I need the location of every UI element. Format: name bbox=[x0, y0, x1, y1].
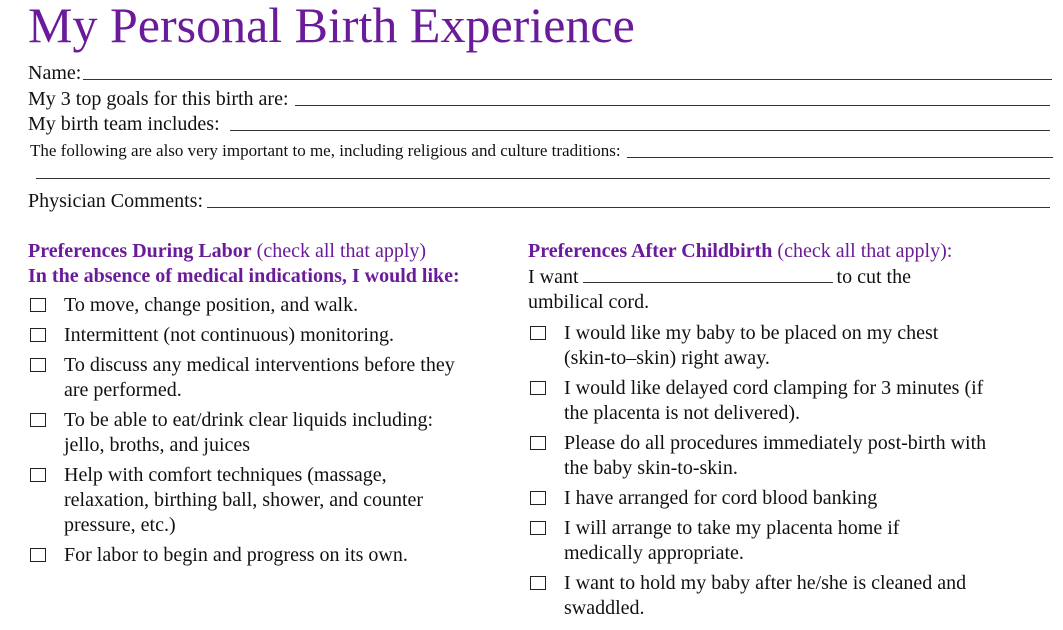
labor-heading-bold: Preferences During Labor bbox=[28, 240, 252, 262]
labor-heading bbox=[28, 239, 508, 264]
checkbox[interactable] bbox=[530, 491, 546, 505]
team-label: My birth team includes: bbox=[28, 113, 220, 135]
team-line[interactable] bbox=[230, 130, 1050, 131]
after-heading-note: (check all that apply): bbox=[772, 240, 953, 262]
labor-subheading: In the absence of medical indications, I would like: bbox=[28, 265, 460, 287]
goals-line[interactable] bbox=[295, 105, 1050, 106]
checkbox[interactable] bbox=[30, 413, 46, 427]
labor-preferences-section bbox=[28, 239, 508, 573]
labor-item: To discuss any medical interventions before they are performed. bbox=[28, 353, 458, 403]
labor-checklist bbox=[28, 293, 508, 568]
after-item: I will arrange to take my placenta home if medically appropriate. bbox=[528, 516, 948, 566]
cord-cutter-prompt: I want to cut the umbilical cord. bbox=[528, 266, 911, 313]
checkbox[interactable] bbox=[30, 548, 46, 562]
cord-cutter-blank[interactable] bbox=[583, 264, 833, 283]
name-field[interactable] bbox=[28, 62, 1052, 84]
team-field[interactable] bbox=[28, 113, 1050, 135]
important-line[interactable] bbox=[627, 157, 1053, 158]
name-line[interactable] bbox=[83, 79, 1052, 80]
labor-heading-note: (check all that apply) bbox=[251, 240, 427, 262]
after-item: I would like my baby to be placed on my chest (skin-to–skin) right away. bbox=[528, 321, 988, 371]
goals-field[interactable] bbox=[28, 88, 1050, 110]
checkbox[interactable] bbox=[30, 468, 46, 482]
labor-item: Help with comfort techniques (massage, relaxation, birthing ball, shower, and counter pressure, etc.) bbox=[28, 463, 428, 538]
checkbox[interactable] bbox=[530, 436, 546, 450]
physician-comments-line[interactable] bbox=[207, 207, 1050, 208]
labor-item: To be able to eat/drink clear liquids including: jello, broths, and juices bbox=[28, 408, 478, 458]
goals-label: My 3 top goals for this birth are: bbox=[28, 88, 289, 110]
after-heading-bold: Preferences After Childbirth bbox=[528, 240, 773, 262]
labor-item: Intermittent (not continuous) monitoring. bbox=[28, 323, 508, 348]
after-checklist bbox=[528, 321, 1028, 621]
after-item: I want to hold my baby after he/she is cleaned and swaddled. bbox=[528, 571, 1018, 621]
labor-item: For labor to begin and progress on its own. bbox=[28, 543, 508, 568]
after-heading bbox=[528, 239, 1028, 264]
after-item: Please do all procedures immediately post-birth with the baby skin-to-skin. bbox=[528, 431, 988, 481]
checkbox[interactable] bbox=[530, 326, 546, 340]
after-childbirth-section bbox=[528, 239, 1028, 626]
important-field[interactable] bbox=[30, 140, 1053, 162]
name-label: Name: bbox=[28, 62, 82, 84]
important-extra-line[interactable] bbox=[36, 178, 1050, 179]
checkbox[interactable] bbox=[30, 328, 46, 342]
after-item: I have arranged for cord blood banking bbox=[528, 486, 1028, 511]
page-title: My Personal Birth Experience bbox=[28, 0, 635, 53]
labor-item: To move, change position, and walk. bbox=[28, 293, 508, 318]
checkbox[interactable] bbox=[530, 521, 546, 535]
physician-comments-field[interactable] bbox=[28, 190, 1050, 212]
checkbox[interactable] bbox=[30, 298, 46, 312]
checkbox[interactable] bbox=[530, 381, 546, 395]
physician-comments-label: Physician Comments: bbox=[28, 190, 203, 212]
checkbox[interactable] bbox=[30, 358, 46, 372]
after-item: I would like delayed cord clamping for 3 minutes (if the placenta is not delivered). bbox=[528, 376, 998, 426]
checkbox[interactable] bbox=[530, 576, 546, 590]
important-label: The following are also very important to me, including religious and culture traditions: bbox=[30, 141, 621, 160]
